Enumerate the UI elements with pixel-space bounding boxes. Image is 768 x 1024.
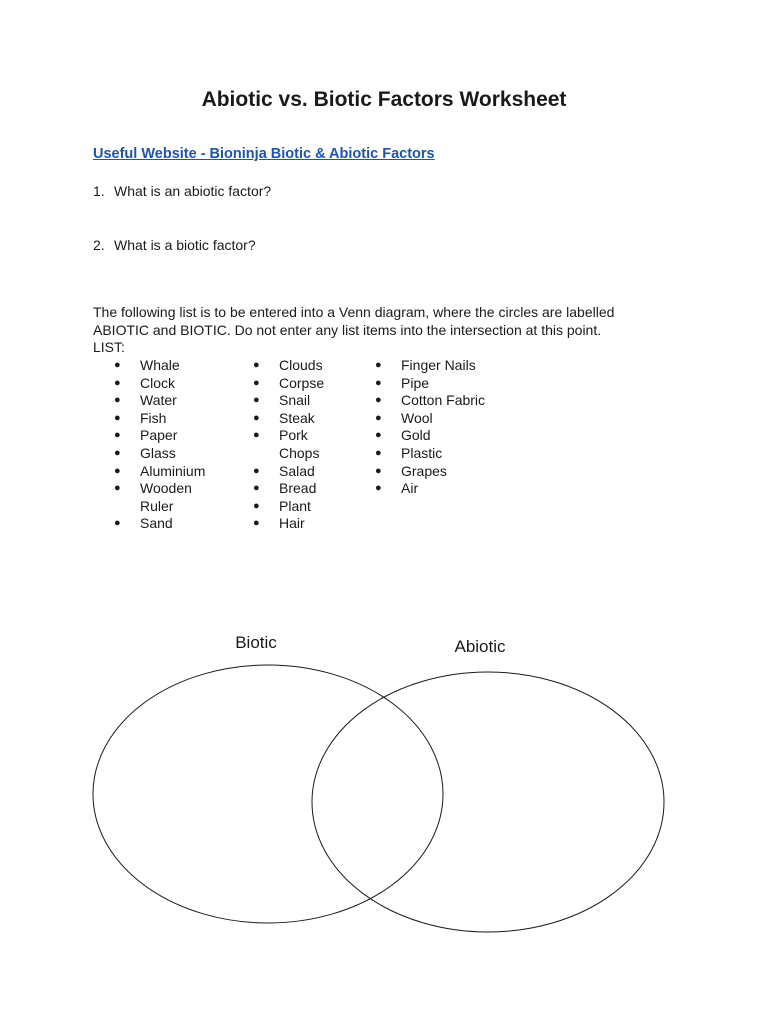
list-item-text: Finger Nails bbox=[401, 357, 476, 373]
list-label: LIST: bbox=[93, 339, 125, 356]
list-item-text: Grapes bbox=[401, 462, 447, 479]
venn-circle-biotic bbox=[93, 665, 443, 923]
bullet-icon: ● bbox=[114, 411, 121, 424]
list-item bbox=[114, 410, 234, 428]
list-item bbox=[114, 480, 200, 515]
list-item bbox=[114, 463, 234, 481]
list-item-text: Wooden Ruler bbox=[140, 480, 192, 514]
list-item-text: Air bbox=[401, 480, 419, 497]
question-1-text: What is an abiotic factor? bbox=[114, 183, 272, 199]
bullet-icon: ● bbox=[114, 464, 121, 477]
bullet-icon: ● bbox=[253, 394, 260, 407]
list-item bbox=[253, 463, 363, 481]
instructions bbox=[93, 304, 653, 357]
list-item-text: Pork Chops bbox=[279, 427, 320, 461]
list-item bbox=[114, 375, 234, 393]
list-item bbox=[253, 498, 363, 516]
list-item bbox=[253, 392, 363, 410]
list-item bbox=[375, 392, 515, 410]
question-2 bbox=[93, 236, 256, 254]
list-item bbox=[114, 515, 234, 533]
question-1 bbox=[93, 182, 271, 200]
instructions-line-2: ABIOTIC and BIOTIC. Do not enter any list items into the intersection at this point. bbox=[93, 321, 602, 338]
bullet-icon: ● bbox=[375, 376, 382, 389]
list-item-text: Glass bbox=[140, 444, 176, 461]
list-item bbox=[253, 480, 363, 498]
venn-label-abiotic: Abiotic bbox=[454, 637, 506, 656]
list-item bbox=[253, 515, 363, 533]
list-item bbox=[253, 375, 363, 393]
bullet-icon: ● bbox=[253, 411, 260, 424]
bullet-icon: ● bbox=[375, 411, 382, 424]
bullet-icon: ● bbox=[253, 517, 260, 530]
bullet-icon: ● bbox=[375, 464, 382, 477]
bullet-icon: ● bbox=[253, 499, 260, 512]
list-item bbox=[114, 357, 234, 375]
question-2-number: 2. bbox=[93, 237, 105, 253]
page-title: Abiotic vs. Biotic Factors Worksheet bbox=[201, 88, 567, 111]
bullet-icon: ● bbox=[253, 429, 260, 442]
list-item bbox=[375, 375, 515, 393]
list-item-text: Plastic bbox=[401, 444, 443, 461]
question-2-text: What is a biotic factor? bbox=[114, 237, 256, 253]
list-item-text: Gold bbox=[401, 427, 431, 444]
list-item-text: Aluminium bbox=[140, 462, 206, 479]
list-item-text: Steak bbox=[279, 409, 315, 426]
list-item-text: Plant bbox=[279, 497, 311, 514]
bullet-icon: ● bbox=[375, 359, 382, 371]
question-1-number: 1. bbox=[93, 183, 105, 199]
list-item-text: Water bbox=[140, 392, 177, 409]
bullet-icon: ● bbox=[253, 376, 260, 389]
list-item bbox=[114, 445, 234, 463]
venn-circle-abiotic bbox=[312, 672, 664, 932]
list-item-text: Clock bbox=[140, 374, 176, 391]
bullet-icon: ● bbox=[114, 482, 121, 495]
bullet-icon: ● bbox=[114, 446, 121, 459]
list-column-1 bbox=[114, 357, 234, 533]
bullet-icon: ● bbox=[114, 376, 121, 389]
list-item-text: Fish bbox=[140, 409, 167, 426]
list-item-text: Salad bbox=[279, 462, 315, 479]
list-item bbox=[375, 445, 515, 463]
bullet-icon: ● bbox=[375, 394, 382, 407]
instructions-line-1: The following list is to be entered into a Venn diagram, where the circles are labelled bbox=[93, 304, 615, 320]
list-item bbox=[375, 427, 515, 445]
bullet-icon: ● bbox=[114, 394, 121, 407]
bullet-icon: ● bbox=[114, 517, 121, 530]
bullet-icon: ● bbox=[375, 482, 382, 495]
list-item bbox=[114, 392, 234, 410]
list-item-text: Cotton Fabric bbox=[401, 392, 486, 409]
list-column-3 bbox=[375, 357, 515, 498]
venn-label-biotic: Biotic bbox=[235, 633, 277, 652]
list-item bbox=[375, 410, 515, 428]
bullet-icon: ● bbox=[375, 429, 382, 442]
list-column-2 bbox=[253, 357, 363, 533]
list-item-text: Bread bbox=[279, 480, 317, 497]
list-item bbox=[375, 463, 515, 481]
bullet-icon: ● bbox=[253, 359, 260, 371]
list-item-text: Whale bbox=[140, 357, 180, 373]
list-item-text: Sand bbox=[140, 515, 173, 532]
list-item-text: Pipe bbox=[401, 374, 430, 391]
list-item-text: Hair bbox=[279, 515, 305, 532]
bullet-icon: ● bbox=[253, 482, 260, 495]
venn-diagram bbox=[0, 600, 768, 960]
list-item bbox=[114, 427, 234, 445]
bullet-icon: ● bbox=[253, 464, 260, 477]
list-item-text: Paper bbox=[140, 427, 178, 444]
list-item-text: Snail bbox=[279, 392, 311, 409]
list-item bbox=[253, 427, 329, 462]
list-item bbox=[375, 480, 515, 498]
bullet-icon: ● bbox=[114, 429, 121, 442]
bullet-icon: ● bbox=[114, 359, 121, 371]
list-item-text: Corpse bbox=[279, 374, 325, 391]
bullet-icon: ● bbox=[375, 446, 382, 459]
list-item bbox=[253, 357, 363, 375]
list-item bbox=[375, 357, 515, 375]
list-item-text: Clouds bbox=[279, 357, 323, 373]
list-item bbox=[253, 410, 363, 428]
useful-website-link[interactable]: Useful Website - Bioninja Biotic & Abiotic Factors bbox=[93, 146, 435, 162]
list-item-text: Wool bbox=[401, 409, 433, 426]
